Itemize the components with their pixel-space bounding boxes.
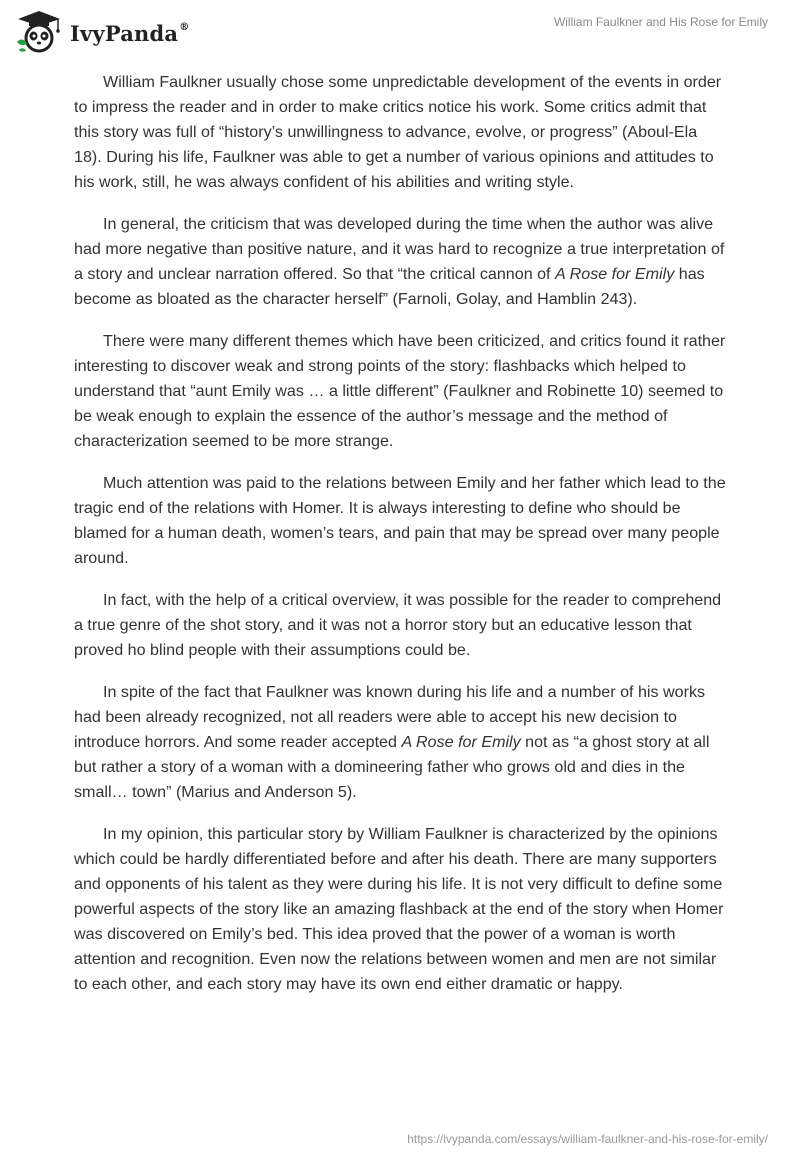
paragraph: In general, the criticism that was developed during the time when the author was alive had more negative than positive nature, and it was hard to recognize a true interpretation of a story and unclear narration offered. So that “the critical cannon of A Rose for Emily has become as bloated as the character herself” (Farnoli, Golay, and Hamblin 243). bbox=[74, 215, 725, 308]
document-title: William Faulkner and His Rose for Emily bbox=[553, 15, 768, 29]
essay-body bbox=[74, 70, 728, 1014]
book-title: A Rose for Emily bbox=[401, 733, 521, 751]
source-url-link[interactable]: https://ivypanda.com/essays/william-faulkner-and-his-rose-for-emily/ bbox=[407, 1132, 768, 1146]
page-header bbox=[0, 0, 800, 60]
panda-graduate-icon bbox=[14, 8, 64, 54]
brand-name: IvyPanda® bbox=[70, 20, 190, 46]
paragraph: In my opinion, this particular story by William Faulkner is characterized by the opinions which could be hardly differentiated before and after his death. There are many supporters and opponents of his talent as they were during his life. It is not very difficult to define some powerful aspects of the story like an amazing flashback at the end of the story when Homer was discovered on Emily’s bed. This idea proved that the power of a woman is worth attention and recognition. Even now the relations between women and men are not similar to each other, and each story may have its own end either dramatic or happy. bbox=[74, 825, 724, 993]
brand-logo[interactable] bbox=[14, 8, 189, 54]
paragraph: In spite of the fact that Faulkner was known during his life and a number of his works had been already recognized, not all readers were able to accept his new decision to introduce horrors. And some reader accepted A Rose for Emily not as “a ghost story at all but rather a story of a woman with a domineering father who grows old and dies in the small… town” (Marius and Anderson 5). bbox=[74, 683, 710, 801]
paragraph: There were many different themes which have been criticized, and critics found it rather interesting to discover weak and strong points of the story: flashbacks which helped to understand that “aunt Emily was … a little different” (Faulkner and Robinette 10) seemed to be weak enough to explain the essence of the author’s message and the method of characterization seemed to be more strange. bbox=[74, 332, 726, 450]
book-title: A Rose for Emily bbox=[555, 265, 675, 283]
paragraph: William Faulkner usually chose some unpredictable development of the events in order to impress the reader and in order to make critics notice his work. Some critics admit that this story was full of “history’s unwillingness to advance, evolve, or progress” (Aboul-Ela 18). During his life, Faulkner was able to get a number of various opinions and attitudes to his work, still, he was always confident of his abilities and writing style. bbox=[74, 73, 722, 191]
paragraph: Much attention was paid to the relations between Emily and her father which lead to the tragic end of the relations with Homer. It is always interesting to define who should be blamed for a human death, women’s tears, and pain that may be spread over many people around. bbox=[74, 474, 726, 567]
paragraph: In fact, with the help of a critical overview, it was possible for the reader to comprehend a true genre of the shot story, and it was not a horror story but an educative lesson that proved ho blind people with their assumptions could be. bbox=[74, 591, 722, 659]
